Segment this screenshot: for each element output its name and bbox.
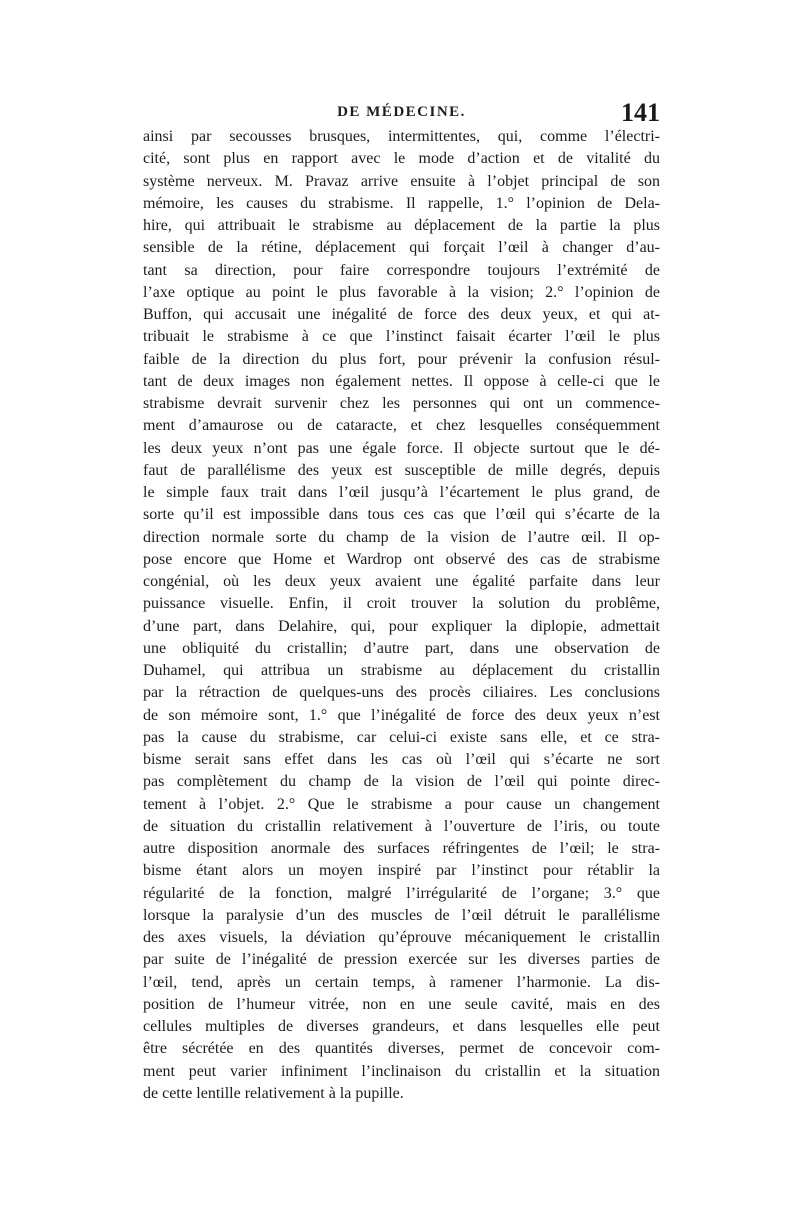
text-line: faible de la direction du plus fort, pour prévenir la confusion résul- bbox=[143, 350, 660, 368]
text-line: ment d’amaurose ou de cataracte, et chez lesquelles conséquemment bbox=[143, 417, 660, 435]
text-line: ainsi par secousses brusques, intermittentes, qui, comme l’électri- bbox=[143, 128, 660, 145]
text-line: autre disposition anormale des surfaces réfringentes de l’œil; le stra- bbox=[143, 840, 660, 857]
text-line: système nerveux. M. Pravaz arrive ensuite à l’objet principal de son bbox=[143, 172, 660, 190]
text-line: cellules multiples de diverses grandeurs, et dans lesquelles elle peut bbox=[143, 1018, 660, 1035]
text-line: par suite de l’inégalité de pression exercée sur les diverses parties de bbox=[143, 951, 660, 969]
body-text bbox=[143, 126, 660, 1105]
text-line: pas la cause du strabisme, car celui-ci existe sans elle, et ce stra- bbox=[143, 728, 660, 746]
text-line: les deux yeux n’ont pas une égale force. Il objecte surtout que le dé- bbox=[143, 439, 660, 457]
text-line: faut de parallélisme des yeux est susceptible de mille degrés, depuis bbox=[143, 461, 660, 479]
text-line: Duhamel, qui attribua un strabisme au déplacement du cristallin bbox=[143, 662, 660, 679]
text-line: tant sa direction, pour faire correspondre toujours l’extrémité de bbox=[143, 261, 660, 279]
text-line: lorsque la paralysie d’un des muscles de l’œil détruit le parallélisme bbox=[143, 906, 660, 924]
text-line: cité, sont plus en rapport avec le mode d’action et de vitalité du bbox=[143, 150, 660, 168]
text-line: hire, qui attribuait le strabisme au déplacement de la partie la plus bbox=[143, 217, 660, 234]
text-line: l’axe optique au point le plus favorable à la vision; 2.° l’opinion de bbox=[143, 283, 660, 301]
text-line: sorte qu’il est impossible dans tous ces cas que l’œil qui s’écarte de la bbox=[143, 506, 660, 524]
text-line: sensible de la rétine, déplacement qui forçait l’œil à changer d’au- bbox=[143, 239, 660, 257]
text-line: pose encore que Home et Wardrop ont observé des cas de strabisme bbox=[143, 550, 660, 568]
text-line: une obliquité du cristallin; d’autre part, dans une observation de bbox=[143, 639, 660, 657]
running-title: DE MÉDECINE. bbox=[337, 104, 466, 120]
text-line: ment peut varier infiniment l’inclinaison du cristallin et la situation bbox=[143, 1062, 660, 1080]
text-line: de son mémoire sont, 1.° que l’inégalité de force des deux yeux n’est bbox=[143, 706, 660, 724]
text-line: tribuait le strabisme à ce que l’instinct faisait écarter l’œil le plus bbox=[143, 328, 660, 346]
page-number: 141 bbox=[621, 98, 660, 127]
text-line: bisme serait sans effet dans les cas où l’œil qui s’écarte ne sort bbox=[143, 751, 660, 768]
text-line: bisme étant alors un moyen inspiré par l’instinct pour rétablir la bbox=[143, 862, 660, 880]
text-line: le simple faux trait dans l’œil jusqu’à l’écartement le plus grand, de bbox=[143, 484, 660, 501]
text-line: de situation du cristallin relativement à l’ouverture de l’iris, ou toute bbox=[143, 817, 660, 835]
text-line: mémoire, les causes du strabisme. Il rappelle, 1.° l’opinion de Dela- bbox=[143, 194, 660, 212]
text-line: l’œil, tend, après un certain temps, à ramener l’harmonie. La dis- bbox=[143, 973, 660, 991]
text-line: tement à l’objet. 2.° Que le strabisme a pour cause un changement bbox=[143, 795, 660, 813]
text-line: direction normale sorte du champ de la vision de l’autre œil. Il op- bbox=[143, 528, 660, 546]
text-line: tant de deux images non également nettes. Il oppose à celle-ci que le bbox=[143, 372, 660, 390]
text-line: d’une part, dans Delahire, qui, pour expliquer la diplopie, admettait bbox=[143, 617, 660, 635]
text-line: Buffon, qui accusait une inégalité de force des deux yeux, et qui at- bbox=[143, 306, 660, 323]
running-head bbox=[143, 98, 660, 128]
text-line: pas complètement du champ de la vision de l’œil qui pointe direc- bbox=[143, 773, 660, 791]
text-line: par la rétraction de quelques-uns des procès ciliaires. Les conclusions bbox=[143, 684, 660, 702]
text-line: position de l’humeur vitrée, non en une seule cavité, mais en des bbox=[143, 995, 660, 1013]
text-line: strabisme devrait survenir chez les personnes qui ont un commence- bbox=[143, 395, 660, 412]
text-line: puissance visuelle. Enfin, il croit trouver la solution du problême, bbox=[143, 595, 660, 613]
text-line: congénial, où les deux yeux avaient une égalité parfaite dans leur bbox=[143, 573, 660, 590]
text-line: régularité de la fonction, malgré l’irrégularité de l’organe; 3.° que bbox=[143, 884, 660, 902]
text-line: de cette lentille relativement à la pupille. bbox=[143, 1084, 404, 1102]
text-line: être sécrétée en des quantités diverses, permet de concevoir com- bbox=[143, 1040, 660, 1058]
text-line: des axes visuels, la déviation qu’éprouve mécaniquement le cristallin bbox=[143, 929, 660, 946]
